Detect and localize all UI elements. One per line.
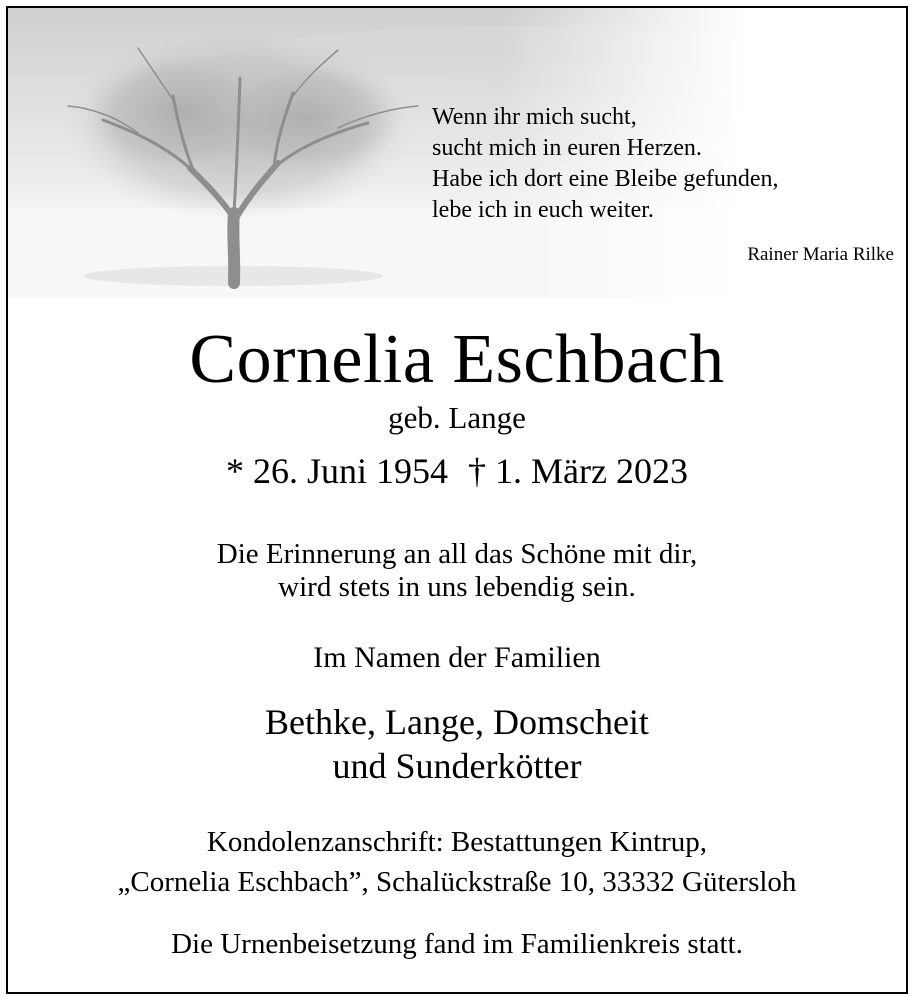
obituary-frame xyxy=(6,6,908,994)
deceased-name: Cornelia Eschbach xyxy=(189,321,725,398)
poem-quote xyxy=(432,102,902,226)
life-dates xyxy=(8,448,906,494)
memory-text xyxy=(8,538,906,604)
memory-line: wird stets in uns lebendig sein. xyxy=(278,571,636,603)
quote-line: lebe ich in euch weiter. xyxy=(432,197,654,223)
birth-name: geb. Lange xyxy=(388,400,526,435)
family-names-line: Bethke, Lange, Domscheit xyxy=(265,702,649,742)
condolence-address xyxy=(8,822,906,902)
quote-author: Rainer Maria Rilke xyxy=(747,244,894,265)
memory-line: Die Erinnerung an all das Schöne mit dir, xyxy=(216,538,698,570)
quote-line: Wenn ihr mich sucht, xyxy=(432,104,637,130)
family-intro: Im Namen der Familien xyxy=(313,641,601,674)
condolence-line: Kondolenzanschrift: Bestattungen Kintrup, xyxy=(206,826,708,858)
family-names xyxy=(8,700,906,788)
family-names-line: und Sunderkötter xyxy=(332,746,582,786)
quote-line: Habe ich dort eine Bleibe gefunden, xyxy=(432,166,779,192)
quote-line: sucht mich in euren Herzen. xyxy=(432,135,702,161)
birth-date: * 26. Juni 1954 xyxy=(226,451,449,491)
burial-note: Die Urnenbeisetzung fand im Familienkreis statt. xyxy=(171,928,743,960)
death-date: † 1. März 2023 xyxy=(468,451,688,491)
condolence-line: „Cornelia Eschbach”, Schalückstraße 10, 33332 Gütersloh xyxy=(117,866,797,898)
